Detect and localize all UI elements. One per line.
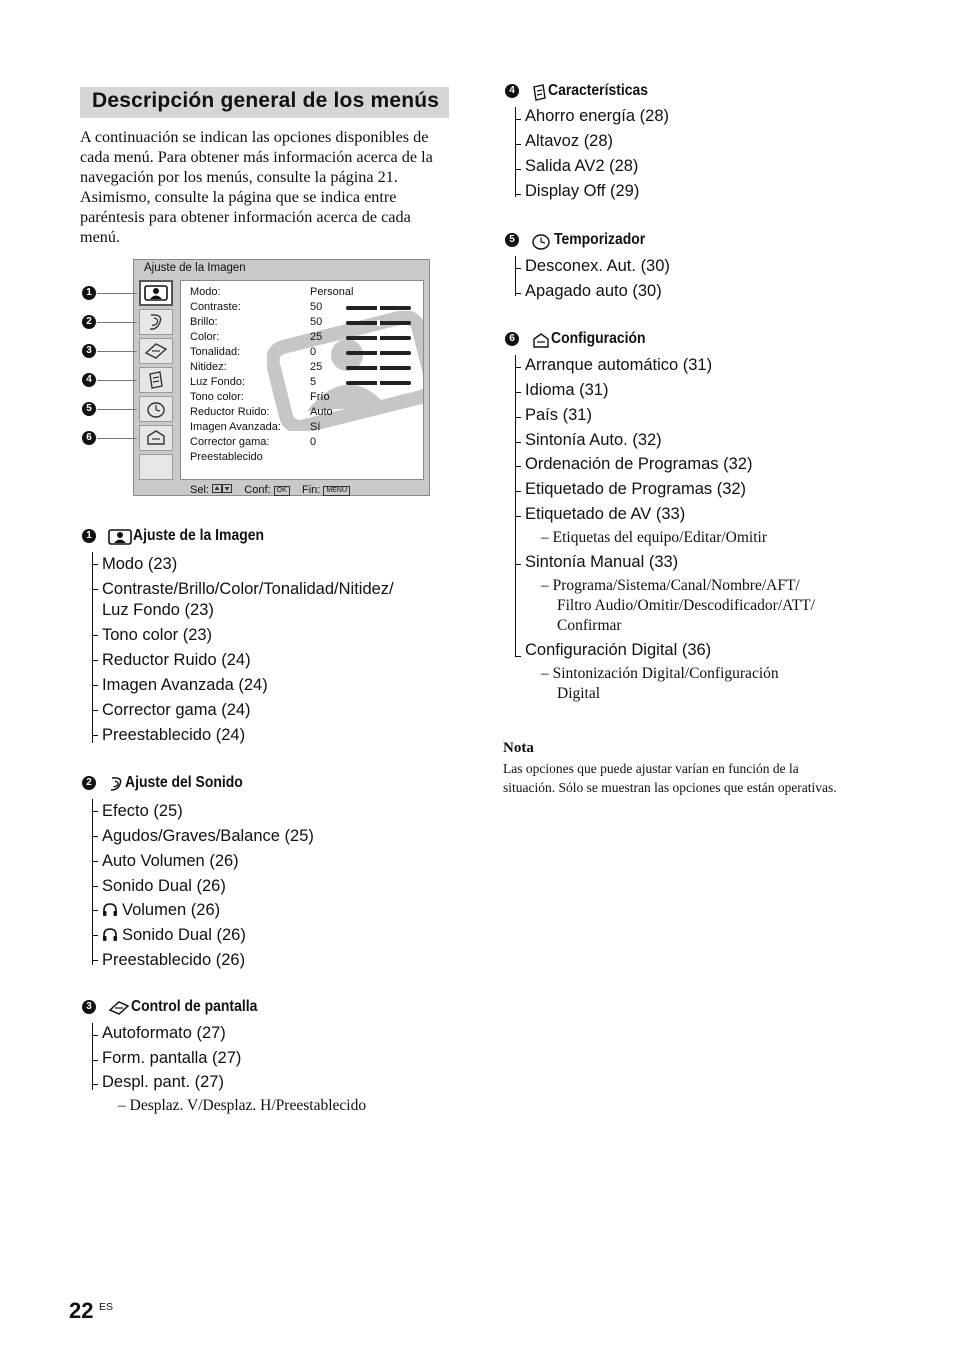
menu-item: Autoformato (27) [102, 1024, 226, 1042]
menu-row-value: 25 [310, 361, 323, 373]
menu-footer [190, 484, 350, 496]
footer-fin-label: Fin: [301, 484, 321, 496]
tree-tick [515, 293, 521, 294]
menu-item: Agudos/Graves/Balance (25) [102, 827, 314, 845]
section-number: 6 [505, 332, 519, 346]
tree-tick [515, 268, 521, 269]
menu-row-value: Personal [310, 286, 354, 298]
tree-tick [515, 417, 521, 418]
page-title: Descripción general de los menús [92, 89, 440, 112]
menu-slider [346, 366, 411, 370]
menu-tab-sound [139, 309, 173, 335]
submenu-item: – Sintonización Digital/Configuración [541, 665, 779, 682]
tree-tick [92, 886, 98, 887]
menu-item: Despl. pant. (27) [102, 1073, 224, 1091]
section-timer [503, 231, 883, 311]
section-header [80, 998, 460, 1018]
tree-tick [515, 392, 521, 393]
section-screen-control [80, 998, 460, 1123]
section-header [80, 774, 460, 794]
menu-item: Sintonía Auto. (32) [525, 431, 662, 449]
section-header [503, 231, 883, 251]
callout-2: 2 [82, 315, 96, 329]
section-header [503, 330, 883, 350]
menu-row-label: Imagen Avanzada: [190, 421, 281, 433]
tree-tick [92, 1035, 98, 1036]
section-sound [80, 774, 460, 974]
callout-5: 5 [82, 402, 96, 416]
menu-slider [346, 306, 411, 310]
tree-tick [515, 119, 521, 120]
tree-tick [515, 194, 521, 195]
tree-tick [92, 935, 98, 936]
tree-tick [92, 1084, 98, 1085]
menu-item: Display Off (29) [525, 182, 640, 200]
menu-item: Etiquetado de AV (33) [525, 505, 686, 523]
callout-line [97, 380, 137, 381]
timer-icon [145, 399, 167, 419]
section-number: 1 [82, 529, 96, 543]
sound-icon [108, 776, 126, 792]
submenu-item: – Desplaz. V/Desplaz. H/Preestablecido [118, 1097, 367, 1114]
callout-1: 1 [82, 286, 96, 300]
tree-line [92, 1023, 93, 1090]
menu-row-label: Corrector gama: [190, 436, 270, 448]
tree-tick [92, 660, 98, 661]
section-picture [80, 527, 460, 752]
menu-item-continued: Luz Fondo (23) [102, 601, 214, 619]
menu-row-value: 5 [310, 376, 317, 388]
tree-tick [92, 589, 98, 590]
section-features [503, 82, 883, 212]
menu-row-label: Modo: [190, 286, 221, 298]
submenu-item: – Programa/Sistema/Canal/Nombre/AFT/ [541, 577, 800, 594]
section-header [80, 527, 460, 547]
tree-tick [92, 1060, 98, 1061]
menu-slider [346, 336, 411, 340]
menu-row-label: Reductor Ruido: [190, 406, 270, 418]
tree-tick [515, 442, 521, 443]
tree-tick [515, 491, 521, 492]
tree-line [515, 107, 516, 197]
up-down-keys-icon [212, 484, 232, 493]
menu-item: Sintonía Manual (33) [525, 553, 679, 571]
menu-item: Configuración Digital (36) [525, 641, 712, 659]
tree-tick [92, 635, 98, 636]
tree-tick [92, 960, 98, 961]
section-header [503, 82, 883, 102]
note-title: Nota [503, 740, 534, 756]
menu-slider-thumb [377, 365, 380, 371]
tree-tick [92, 910, 98, 911]
menu-item: Altavoz (28) [525, 132, 614, 150]
callout-line [97, 351, 137, 352]
callout-3: 3 [82, 344, 96, 358]
menu-row-label: Tonalidad: [190, 346, 241, 358]
section-title: Ajuste de la Imagen [133, 527, 265, 544]
menu-slider [346, 381, 411, 385]
timer-icon [531, 233, 551, 250]
menu-item: Idioma (31) [525, 381, 609, 399]
submenu-item-continued: Digital [557, 685, 601, 702]
setup-icon [145, 428, 167, 448]
tree-tick [515, 466, 521, 467]
submenu-item-continued: Filtro Audio/Omitir/Descodificador/ATT/ [557, 597, 815, 614]
tree-tick [515, 144, 521, 145]
menu-item: Arranque automático (31) [525, 356, 713, 374]
callout-line [97, 409, 137, 410]
menu-item: Preestablecido (26) [102, 951, 246, 969]
section-title: Temporizador [554, 231, 646, 248]
footer-sel-label: Sel: [190, 484, 209, 496]
submenu-item: – Etiquetas del equipo/Editar/Omitir [541, 529, 767, 546]
menu-content-area [180, 280, 424, 480]
menu-item: Corrector gama (24) [102, 701, 251, 719]
tree-tick [515, 516, 521, 517]
section-number: 3 [82, 1000, 96, 1014]
menu-row-label: Contraste: [190, 301, 241, 313]
menu-item: Ahorro energía (28) [525, 107, 669, 125]
tree-tick [92, 735, 98, 736]
picture-watermark-icon [267, 311, 424, 431]
features-icon [146, 370, 166, 390]
menu-row-label: Tono color: [190, 391, 244, 403]
intro-paragraph: A continuación se indican las opciones disponibles de cada menú. Para obtener más información acerca de la navegación por los menús, consulte la página 21. Asimismo, consulte la página que se indica entre paréntesis para obtener información acerca de cada menú. [80, 128, 433, 246]
menu-tab-empty [139, 454, 173, 480]
menu-key: MENU [323, 486, 350, 496]
menu-row-label: Color: [190, 331, 220, 343]
section-title: Características [548, 82, 649, 99]
menu-slider-thumb [377, 320, 380, 326]
menu-item: Imagen Avanzada (24) [102, 676, 268, 694]
tree-line [515, 355, 516, 657]
screen-control-icon [144, 342, 168, 360]
tree-tick [92, 685, 98, 686]
screen-control-icon [108, 1000, 130, 1016]
tree-line [515, 256, 516, 296]
tv-menu-screenshot [133, 259, 430, 496]
menu-tab-timer [139, 396, 173, 422]
menu-item-headphone [102, 898, 220, 922]
menu-item: Modo (23) [102, 555, 178, 573]
headphone-icon [102, 927, 118, 942]
menu-item: Sonido Dual (26) [102, 877, 226, 895]
menu-item: Tono color (23) [102, 626, 213, 644]
menu-item: País (31) [525, 406, 592, 424]
tree-tick [92, 564, 98, 565]
menu-row-value: Auto [310, 406, 333, 418]
menu-item: Reductor Ruido (24) [102, 651, 251, 669]
tree-tick [515, 564, 521, 565]
menu-row-value: 0 [310, 436, 317, 448]
menu-row-label: Preestablecido [190, 451, 263, 463]
tree-tick [515, 656, 521, 657]
ok-key: OK [274, 486, 290, 496]
menu-row-value: 0 [310, 346, 317, 358]
menu-item: Ordenación de Programas (32) [525, 455, 753, 473]
tree-tick [515, 367, 521, 368]
menu-slider [346, 321, 411, 325]
page-language: ES [99, 1301, 114, 1313]
section-title: Control de pantalla [131, 998, 258, 1015]
menu-item: Desconex. Aut. (30) [525, 257, 670, 275]
tree-line [92, 552, 93, 743]
menu-slider-thumb [377, 305, 380, 311]
menu-slider-thumb [377, 380, 380, 386]
tree-line [92, 799, 93, 965]
section-title: Ajuste del Sonido [125, 774, 243, 791]
menu-row-label: Luz Fondo: [190, 376, 246, 388]
callout-line [97, 293, 137, 294]
menu-item: Form. pantalla (27) [102, 1049, 242, 1067]
menu-row-value: Sí [310, 421, 321, 433]
submenu-item-continued: Confirmar [557, 617, 622, 634]
note-text: Las opciones que puede ajustar varían en función de la situación. Sólo se muestran las opciones que están operativas. [503, 761, 837, 795]
menu-item: Preestablecido (24) [102, 726, 246, 744]
menu-item: Auto Volumen (26) [102, 852, 239, 870]
tree-tick [92, 811, 98, 812]
section-number: 2 [82, 776, 96, 790]
footer-conf-label: Conf: [244, 484, 271, 496]
menu-row-value: 50 [310, 316, 323, 328]
sound-icon [145, 312, 167, 332]
callout-line [97, 438, 137, 439]
tree-tick [92, 710, 98, 711]
picture-icon [108, 529, 132, 545]
menu-slider [346, 351, 411, 355]
menu-tab-features [139, 367, 173, 393]
menu-item: Efecto (25) [102, 802, 183, 820]
tree-tick [515, 169, 521, 170]
menu-row-label: Brillo: [190, 316, 218, 328]
menu-row-value: Frío [310, 391, 330, 403]
menu-item-text: Sonido Dual (26) [122, 926, 246, 944]
headphone-icon [102, 902, 118, 917]
section-number: 4 [505, 84, 519, 98]
setup-icon [531, 332, 551, 349]
section-title: Configuración [551, 330, 646, 347]
menu-screen-title: Ajuste de la Imagen [144, 262, 246, 274]
section-setup [503, 330, 883, 710]
menu-row-label: Nitidez: [190, 361, 227, 373]
picture-icon [144, 285, 168, 301]
callout-line [97, 322, 137, 323]
page-title-bar [80, 87, 449, 118]
callout-4: 4 [82, 373, 96, 387]
menu-item-text: Volumen (26) [122, 901, 221, 919]
menu-tab-setup [139, 425, 173, 451]
section-number: 5 [505, 233, 519, 247]
menu-item: Etiquetado de Programas (32) [525, 480, 747, 498]
menu-item: Salida AV2 (28) [525, 157, 639, 175]
menu-item-headphone [102, 923, 246, 947]
page-number: 22 [69, 1298, 94, 1323]
menu-item: Apagado auto (30) [525, 282, 662, 300]
menu-tab-picture [139, 280, 173, 306]
tree-tick [92, 861, 98, 862]
menu-row-value: 50 [310, 301, 323, 313]
features-icon [531, 84, 549, 102]
menu-row-value: 25 [310, 331, 323, 343]
menu-tab-screen-control [139, 338, 173, 364]
menu-slider-thumb [377, 335, 380, 341]
menu-item: Contraste/Brillo/Color/Tonalidad/Nitidez/ [102, 580, 394, 598]
menu-slider-thumb [377, 350, 380, 356]
tree-tick [92, 836, 98, 837]
callout-6: 6 [82, 431, 96, 445]
